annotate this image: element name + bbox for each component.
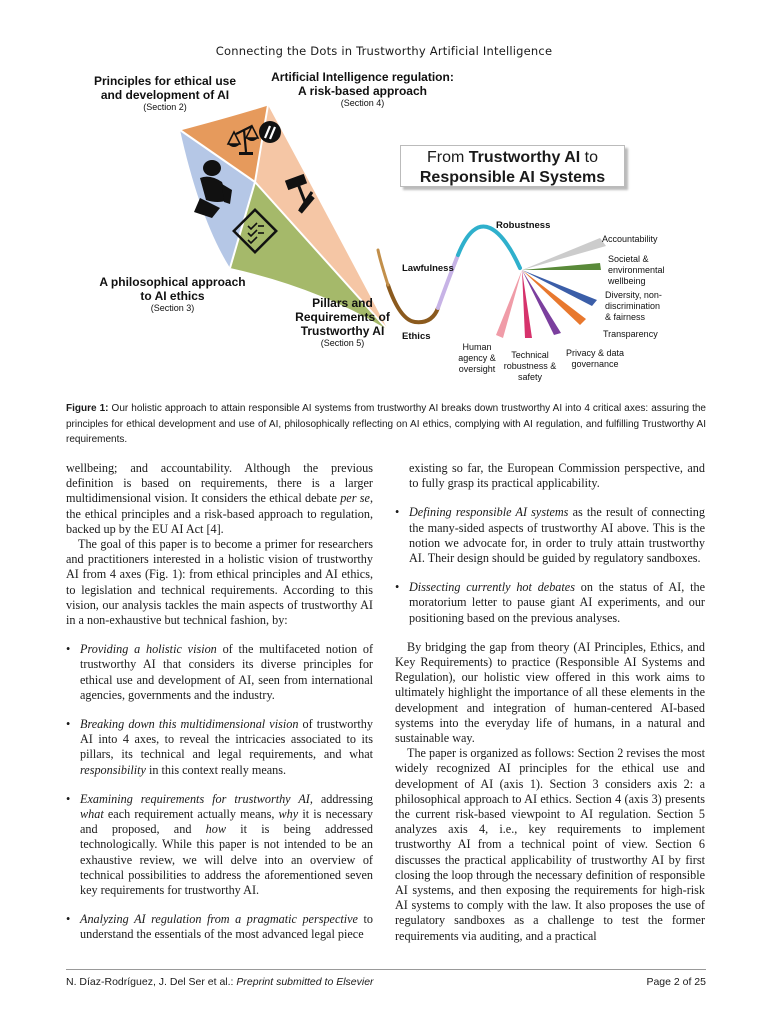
paragraph: existing so far, the European Commission perspective, and to fully grasp its practical applicability.	[409, 461, 705, 491]
left-column	[66, 461, 373, 943]
footer-authors: N. Díaz-Rodríguez, J. Del Ser et al.: Preprint submitted to Elsevier	[66, 976, 374, 988]
philosophical-section: (Section 3)	[150, 303, 195, 313]
list-item: • Analyzing AI regulation from a pragmatic perspective to understand the essentials of the most advanced legal piece	[66, 912, 373, 942]
paragraph: The paper is organized as follows: Section 2 revises the most widely recognized AI principles for the ethical use and development of AI (axis 1). Section 3 considers axis 2: a philosophical approach to AI ethics. Section 4 (axis 3) presents the current risk-based viewpoint to AI regulation. Section 5 analyzes axis 4, i.e., key requirements to implement trustworthy AI from a technical point of view. Section 6 discusses the practical applicability of trustworthy AI by first closing the loop through the necessary definition of responsible AI systems, and then exposing the requirements for high-risk AI systems to comply with the law. It also proposes the use of regulatory sandboxes as a challenge to test the former requirements via auditing, and a practical	[395, 746, 705, 943]
section-link[interactable]: 4	[615, 791, 622, 806]
pause-badge-icon	[259, 121, 281, 143]
from-trustworthy-callout: From Trustworthy AI to Responsible AI Systems	[400, 145, 625, 187]
right-column	[395, 461, 705, 944]
principles-section: (Section 2)	[143, 102, 187, 112]
philosophical-title: A philosophical approach to AI ethics	[99, 275, 246, 303]
section-link[interactable]: 3	[592, 776, 599, 791]
page-number: Page 2 of 25	[646, 976, 706, 988]
robustness-label: Robustness	[496, 220, 551, 231]
contribution-list-continued	[395, 505, 705, 625]
paragraph: wellbeing; and accountability. Although the previous definition is based on requirements, there is a larger multidimensional vision. It considers the ethical debate per se, the ethical principles and a risk-based approach to regulation, backed up by the EU AI Act [4].	[66, 461, 373, 536]
regulation-title: Artificial Intelligence regulation: A risk-based approach	[271, 70, 454, 98]
tail-robustness-segment	[458, 227, 520, 268]
human-label: Human agency & oversight	[458, 342, 496, 374]
societal-label: Societal & environmental wellbeing	[608, 254, 665, 286]
transparency-label: Transparency	[603, 329, 658, 339]
list-item: • Examining requirements for trustworthy AI, addressing what each requirement actually means, why it is necessary and proposed, and how it is being addressed technologically. While this paper is not intended to be an exhaustive review, we will delve into an overview of technical possibilities to address the aforementioned seven key requirements for trustworthy AI.	[66, 792, 373, 898]
section-link[interactable]: 2	[617, 746, 624, 761]
lawfulness-label: Lawfulness	[402, 263, 454, 274]
section-link[interactable]: 6	[698, 837, 705, 852]
paragraph: The goal of this paper is to become a primer for researchers and practitioners interested in a holistic vision of trustworthy AI from 4 axes (Fig. 1): from ethical principles and AI ethics, to legislation and technical requirements. According to this vision, our analysis tackles the main aspects of trustworthy AI in a non-exhaustive but technical fashion, by:	[66, 537, 373, 628]
privacy-label: Privacy & data governance	[566, 348, 625, 369]
ethics-label: Ethics	[402, 331, 431, 342]
principles-title: Principles for ethical use and development of AI	[93, 74, 237, 102]
paragraph: By bridging the gap from theory (AI Principles, Ethics, and Key Requirements) to practice (Responsible AI Systems and Regulation), our holistic view offered in this work aims to ultimately highlight the importance of all these elements in the development and integration of human-centered AI-based systems into the everyday life of humans, in a natural and sustainable way.	[395, 639, 705, 746]
list-item: • Dissecting currently hot debates on the status of AI, the moratorium letter to pause giant AI experiments, and our positioning based on the previous analyses.	[395, 580, 705, 626]
figure-caption: Figure 1: Our holistic approach to attain responsible AI systems from trustworthy AI breaks down trustworthy AI into 4 critical axes: assuring the principles for ethical development and use of AI, philosophically reflecting on AI ethics, complying with AI regulation, and fulfilling Trustworthy AI requirements.	[66, 403, 706, 445]
regulation-section: (Section 4)	[340, 98, 385, 108]
section-link[interactable]: 5	[698, 807, 705, 822]
list-item: • Providing a holistic vision of the multifaceted notion of trustworthy AI that considers its diverse principles for ethical use and development of AI, seen from international agencies, governments and the industry.	[66, 642, 373, 703]
figure-1	[0, 60, 768, 390]
list-item: • Breaking down this multidimensional vision of trustworthy AI into 4 axes, to reveal the intricacies associated to its pillars, its technical and legal requirements, and what responsibility in this context really means.	[66, 717, 373, 778]
figure-link[interactable]: 1	[171, 567, 179, 582]
citation-link[interactable]: 4	[210, 521, 217, 536]
fan-technical	[522, 270, 532, 338]
technical-label: Technical robustness & safety	[503, 350, 557, 382]
diversity-label: Diversity, non- discrimination & fairness	[605, 290, 662, 322]
pillars-title: Pillars and Requirements of Trustworthy AI	[295, 296, 390, 338]
list-item: • Defining responsible AI systems as the result of connecting the many-sided aspects of trustworthy AI above. This is the notion we advocate for, in order to truly attain trustworthy AI. Their design should be guided by regulatory sandboxes.	[395, 505, 705, 566]
contribution-list	[66, 642, 373, 942]
accountability-label: Accountability	[602, 234, 658, 244]
running-title: Connecting the Dots in Trustworthy Artificial Intelligence	[215, 44, 553, 58]
pillars-section: (Section 5)	[320, 338, 365, 348]
footer-rule	[66, 969, 706, 970]
fan-human	[496, 270, 522, 338]
